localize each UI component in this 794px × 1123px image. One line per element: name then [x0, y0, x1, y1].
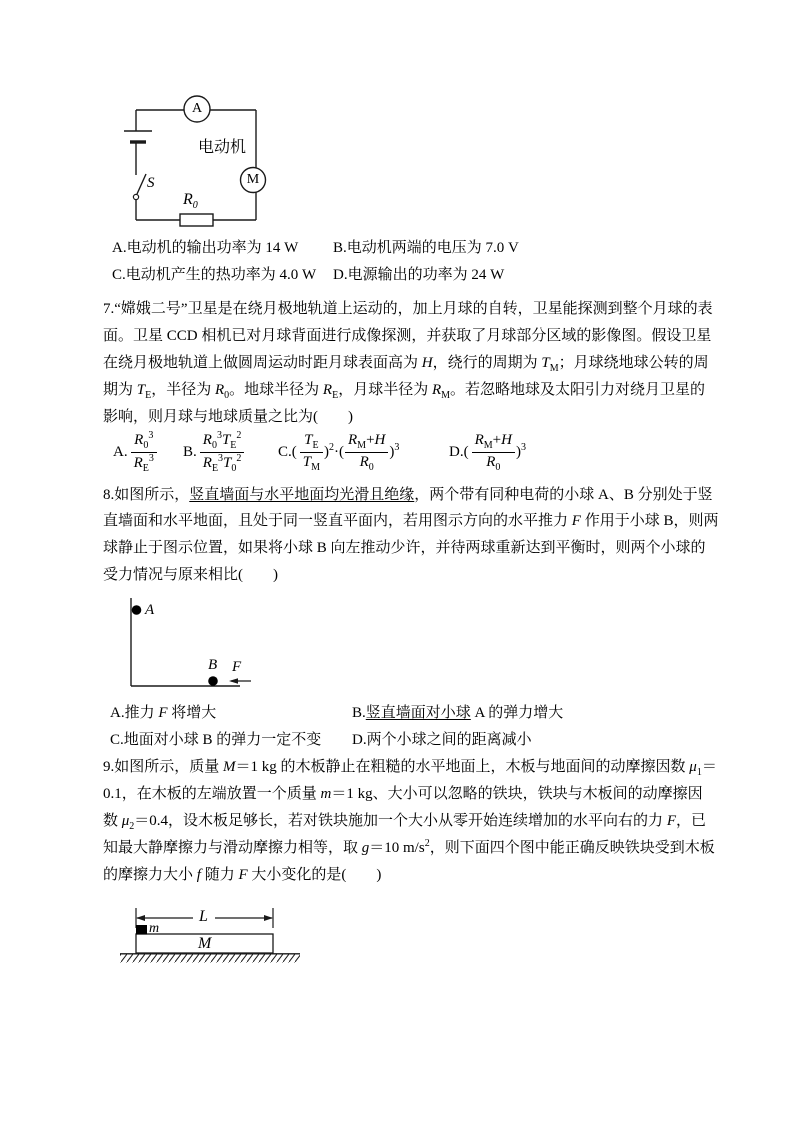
q7-option-a [113, 426, 158, 478]
fraction-denominator: $R_0$ [486, 453, 501, 473]
force-f-label: F [232, 659, 242, 675]
q8-line-4: 受力情况与原来相比( ) [103, 567, 278, 583]
block-m-label: m [149, 921, 160, 936]
resistor-symbol [180, 214, 213, 226]
q8-line-1: 8.如图所示，竖直墙面与水平地面均光滑且绝缘，两个带有同种电荷的小球 A、B 分别处于竖 [103, 487, 713, 503]
q8-diagram-figure [125, 595, 265, 695]
ammeter-label: A [191, 101, 203, 116]
q8-option-a: A.推力 F 将增大 [110, 705, 217, 721]
board-m-label: M [198, 935, 212, 952]
q6-option-a: A.电动机的输出功率为 14 W [112, 240, 299, 256]
q9-diagram-figure [115, 898, 345, 973]
q7-option-c-post: )$^3$ [389, 442, 400, 460]
q6-option-d: D.电源输出的功率为 24 W [333, 267, 505, 283]
q7-line-1: 7.“嫦娥二号”卫星是在绕月极地轨道上运动的，加上月球的自转，卫星能探测到整个月球的表 [103, 301, 713, 317]
fraction-numerator: $R_0^3T_E^2$ [200, 431, 245, 453]
length-l-label: L [199, 908, 208, 925]
q9-line-5: 的摩擦力大小 f 随力 F 大小变化的是( ) [103, 867, 382, 883]
fraction-denominator: $T_M$ [302, 453, 320, 473]
block-m-rect [136, 925, 147, 935]
q7-option-a-fraction [131, 431, 157, 474]
q7-option-a-label: A. [113, 443, 128, 460]
dimension-arrow-right [264, 915, 273, 921]
ball-a-dot [132, 605, 142, 615]
ball-a-label: A [145, 602, 155, 618]
q7-option-d [449, 426, 526, 478]
q7-option-b [183, 426, 245, 478]
q7-option-c-fraction-1 [300, 432, 323, 473]
q7-option-c [278, 426, 399, 478]
q7-option-d-fraction [472, 432, 515, 473]
q8-line-3: 球静止于图示位置，如果将小球 B 向左推动少许，并待两球重新达到平衡时，则两个小球的 [103, 540, 706, 556]
fraction-numerator: $T_E$ [300, 432, 323, 453]
fraction-denominator: $R_E^3$ [133, 452, 154, 474]
fraction-numerator: $R_M+H$ [472, 432, 515, 453]
q9-line-3: 数 $\mu_2=0.4$，设木板足够长，若对铁块施加一个大小从零开始连续增加的水平向右的力 F，已 [103, 813, 706, 832]
q7-line-3: 在绕月极地轨道上做圆周运动时距月球表面高为 H，绕行的周期为 $T_M$；月球绕地球公转的周 [103, 355, 709, 374]
motor-symbol-label: M [246, 172, 260, 187]
q8-line-2: 直墙面和水平地面，且处于同一竖直平面内，若用图示方向的水平推力 F 作用于小球 B，则两 [103, 513, 719, 529]
switch-symbol [133, 174, 146, 200]
q9-line-1: 9.如图所示，质量 M＝1 kg 的木板静止在粗糙的水平地面上，木板与地面间的动摩擦因数 $\mu_1=$ [103, 759, 717, 778]
q9-line-2: 0.1，在木板的左端放置一个质量 m＝1 kg、大小可以忽略的铁块，铁块与木板间的动摩擦因 [103, 786, 703, 802]
q7-line-4: 期为 $T_E$，半径为 $R_0$。地球半径为 $R_E$，月球半径为 $R_M$。若忽略地球及太阳引力对绕月卫星的 [103, 382, 706, 401]
fraction-numerator: $R_0^3$ [131, 431, 157, 453]
q6-option-c: C.电动机产生的热功率为 4.0 W [112, 267, 317, 283]
fraction-numerator: $R_M+H$ [345, 432, 388, 453]
q8-option-b: B.竖直墙面对小球 A 的弹力增大 [352, 705, 564, 721]
q7-option-c-fraction-2 [345, 432, 388, 473]
q7-option-c-label: C.( [278, 443, 297, 460]
q8-option-c: C.地面对小球 B 的弹力一定不变 [110, 732, 322, 748]
q7-option-c-middle: )$^2$·( [324, 442, 344, 460]
force-arrow [229, 678, 251, 684]
dimension-arrow-left [136, 915, 145, 921]
switch-label: S [147, 175, 155, 191]
q9-line-4: 知最大静摩擦力与滑动摩擦力相等，取 g＝10 $m/s^2$，则下面四个图中能正确反映铁块受到木板 [103, 838, 715, 856]
motor-text-label: 电动机 [198, 139, 247, 156]
q7-line-5: 影响，则月球与地球质量之比为( ) [103, 409, 353, 425]
ground-hatching [120, 955, 300, 963]
ball-b-label: B [208, 657, 218, 673]
resistor-label: $R_0$ [183, 191, 198, 212]
circuit-diagram-figure [120, 90, 270, 230]
q7-line-2: 面。卫星 CCD 相机已对月球背面进行成像探测，并获取了月球部分区域的影像图。假设卫星 [103, 328, 712, 344]
q7-option-b-fraction [200, 431, 245, 474]
q8-option-d: D.两个小球之间的距离减小 [352, 732, 532, 748]
fraction-denominator: $R_0$ [359, 453, 374, 473]
battery-symbol [124, 131, 152, 142]
q7-option-d-label: D.( [449, 443, 469, 460]
ball-b-dot [208, 676, 218, 686]
fraction-denominator: $R_E^3T_0^2$ [202, 452, 242, 474]
q7-option-b-label: B. [183, 443, 197, 460]
q7-option-d-post: )$^3$ [515, 442, 526, 460]
q6-option-b: B.电动机两端的电压为 7.0 V [333, 240, 519, 256]
